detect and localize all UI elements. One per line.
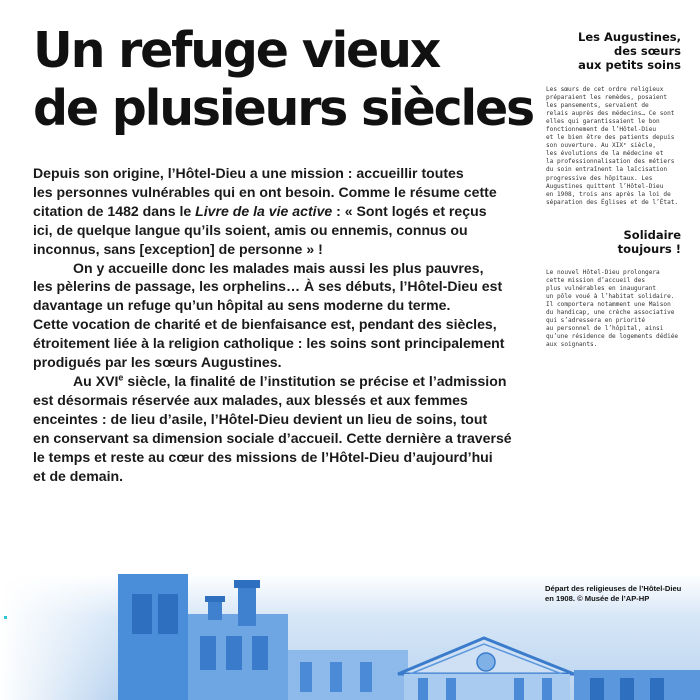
body-line: aux soignants. xyxy=(546,341,598,349)
body-line: au personnel de l’hôpital, ainsi xyxy=(546,325,664,333)
heading-line: aux petits soins xyxy=(578,58,681,72)
text-line: Depuis son origine, l’Hôtel-Dieu a une mission : accueillir toutes xyxy=(33,165,464,181)
book-title: Livre de la vie active xyxy=(195,202,333,219)
text-line: On y accueille donc les malades mais aussi les plus pauvres, xyxy=(73,259,484,276)
body-line: elles qui garantissaient le bon xyxy=(546,118,660,126)
text-line: enceintes : de lieu d’asile, l’Hôtel-Dieu devient un lieu de soins, tout xyxy=(33,410,488,427)
text-line xyxy=(33,202,528,221)
heading-line: toujours ! xyxy=(617,242,681,256)
body-line: la professionnalisation des métiers xyxy=(546,158,675,166)
text-line: Cette vocation de charité et de bienfaisance est, pendant des siècles, xyxy=(33,316,497,333)
text-line: prodigués par les sœurs Augustines. xyxy=(33,354,282,371)
text-line: étroitement liée à la religion catholique : les soins sont principalement xyxy=(33,335,505,352)
body-line: fonctionnement de l’Hôtel-Dieu xyxy=(546,126,657,134)
sidebar-augustines-body xyxy=(546,86,686,207)
text-line: les personnes vulnérables qui en ont besoin. Comme le résume cette xyxy=(33,183,497,200)
body-line: et le bien être des patients depuis xyxy=(546,134,675,142)
page-title xyxy=(33,22,543,138)
caption-line: en 1908. © Musée de l’AP-HP xyxy=(545,593,650,603)
text-line: davantage un refuge qu’un hôpital au sens moderne du terme. xyxy=(33,297,451,314)
body-line: les pansements, servaient de xyxy=(546,102,649,110)
text-line xyxy=(33,372,528,391)
sidebar-heading xyxy=(546,228,681,256)
text-line: le temps et reste au cœur des missions de l’Hôtel-Dieu d’aujourd’hui xyxy=(33,448,493,465)
body-line: son ouverture. Au XIXᵉ siècle, xyxy=(546,142,657,150)
text-line: ici, de quelque langue qu’ils soient, amis ou ennemis, connus ou xyxy=(33,221,468,238)
main-text xyxy=(33,164,528,485)
text-fragment: siècle, la finalité de l’institution se précise et l’admission xyxy=(123,372,507,389)
body-line: cette mission d’accueil des xyxy=(546,277,646,285)
paragraph-1 xyxy=(33,164,528,259)
sidebar-heading xyxy=(546,30,681,72)
text-fragment: : « Sont logés et reçus xyxy=(332,202,487,219)
body-line: relais auprès des médecins… Ce sont xyxy=(546,110,675,118)
superscript: e xyxy=(118,372,124,383)
text-line: les pèlerins de passage, les orphelins… À ses débuts, l’Hôtel-Dieu est xyxy=(33,278,503,295)
body-line: les évolutions de la médecine et xyxy=(546,150,664,158)
body-line: du soin entraînent la laïcisation xyxy=(546,166,668,174)
text-fragment: citation de 1482 dans le xyxy=(33,202,196,219)
body-line: en 1908, trois ans après la loi de xyxy=(546,190,671,198)
body-line: Augustines quittent l’Hôtel-Dieu xyxy=(546,182,664,190)
paragraph-3 xyxy=(33,372,528,485)
heading-line: Solidaire xyxy=(623,228,681,242)
text-line: et de demain. xyxy=(33,467,124,484)
text-fragment: Au XVI xyxy=(73,372,119,389)
text-line: en conservant sa dimension sociale d’accueil. Cette dernière a traversé xyxy=(33,429,512,446)
body-line: qui s’adressera en priorité xyxy=(546,317,646,325)
text-line: est désormais réservée aux malades, aux blessés et aux femmes xyxy=(33,391,468,408)
body-line: Il comportera notamment une Maison xyxy=(546,301,671,309)
text-line: inconnus, sans [exception] de personne » ! xyxy=(33,240,323,257)
sidebar-augustines xyxy=(546,30,681,72)
heading-line: Les Augustines, xyxy=(578,30,681,44)
title-line-1: Un refuge vieux xyxy=(33,22,440,79)
body-line: préparaient les remèdes, posaient xyxy=(546,94,668,102)
body-line: progressive des hôpitaux. Les xyxy=(546,174,653,182)
body-line: plus vulnérables en inaugurant xyxy=(546,285,657,293)
body-line: Les sœurs de cet ordre religieux xyxy=(546,86,664,93)
photo-caption xyxy=(545,584,695,603)
sidebar-solidaire-body xyxy=(546,269,686,349)
body-line: qu’une résidence de logements dédiée xyxy=(546,333,679,341)
title-line-2: de plusieurs siècles xyxy=(33,80,534,137)
paragraph-2 xyxy=(33,259,528,372)
body-line: séparation des Églises et de l’État. xyxy=(546,198,679,206)
sidebar-solidaire xyxy=(546,228,681,256)
caption-line: Départ des religieuses de l’Hôtel-Dieu xyxy=(545,584,682,593)
body-line: un pôle voué à l’habitat solidaire. xyxy=(546,293,675,301)
body-line: du handicap, une crèche associative xyxy=(546,309,675,317)
heading-line: des sœurs xyxy=(613,44,681,58)
body-line: Le nouvel Hôtel-Dieu prolongera xyxy=(546,269,660,276)
